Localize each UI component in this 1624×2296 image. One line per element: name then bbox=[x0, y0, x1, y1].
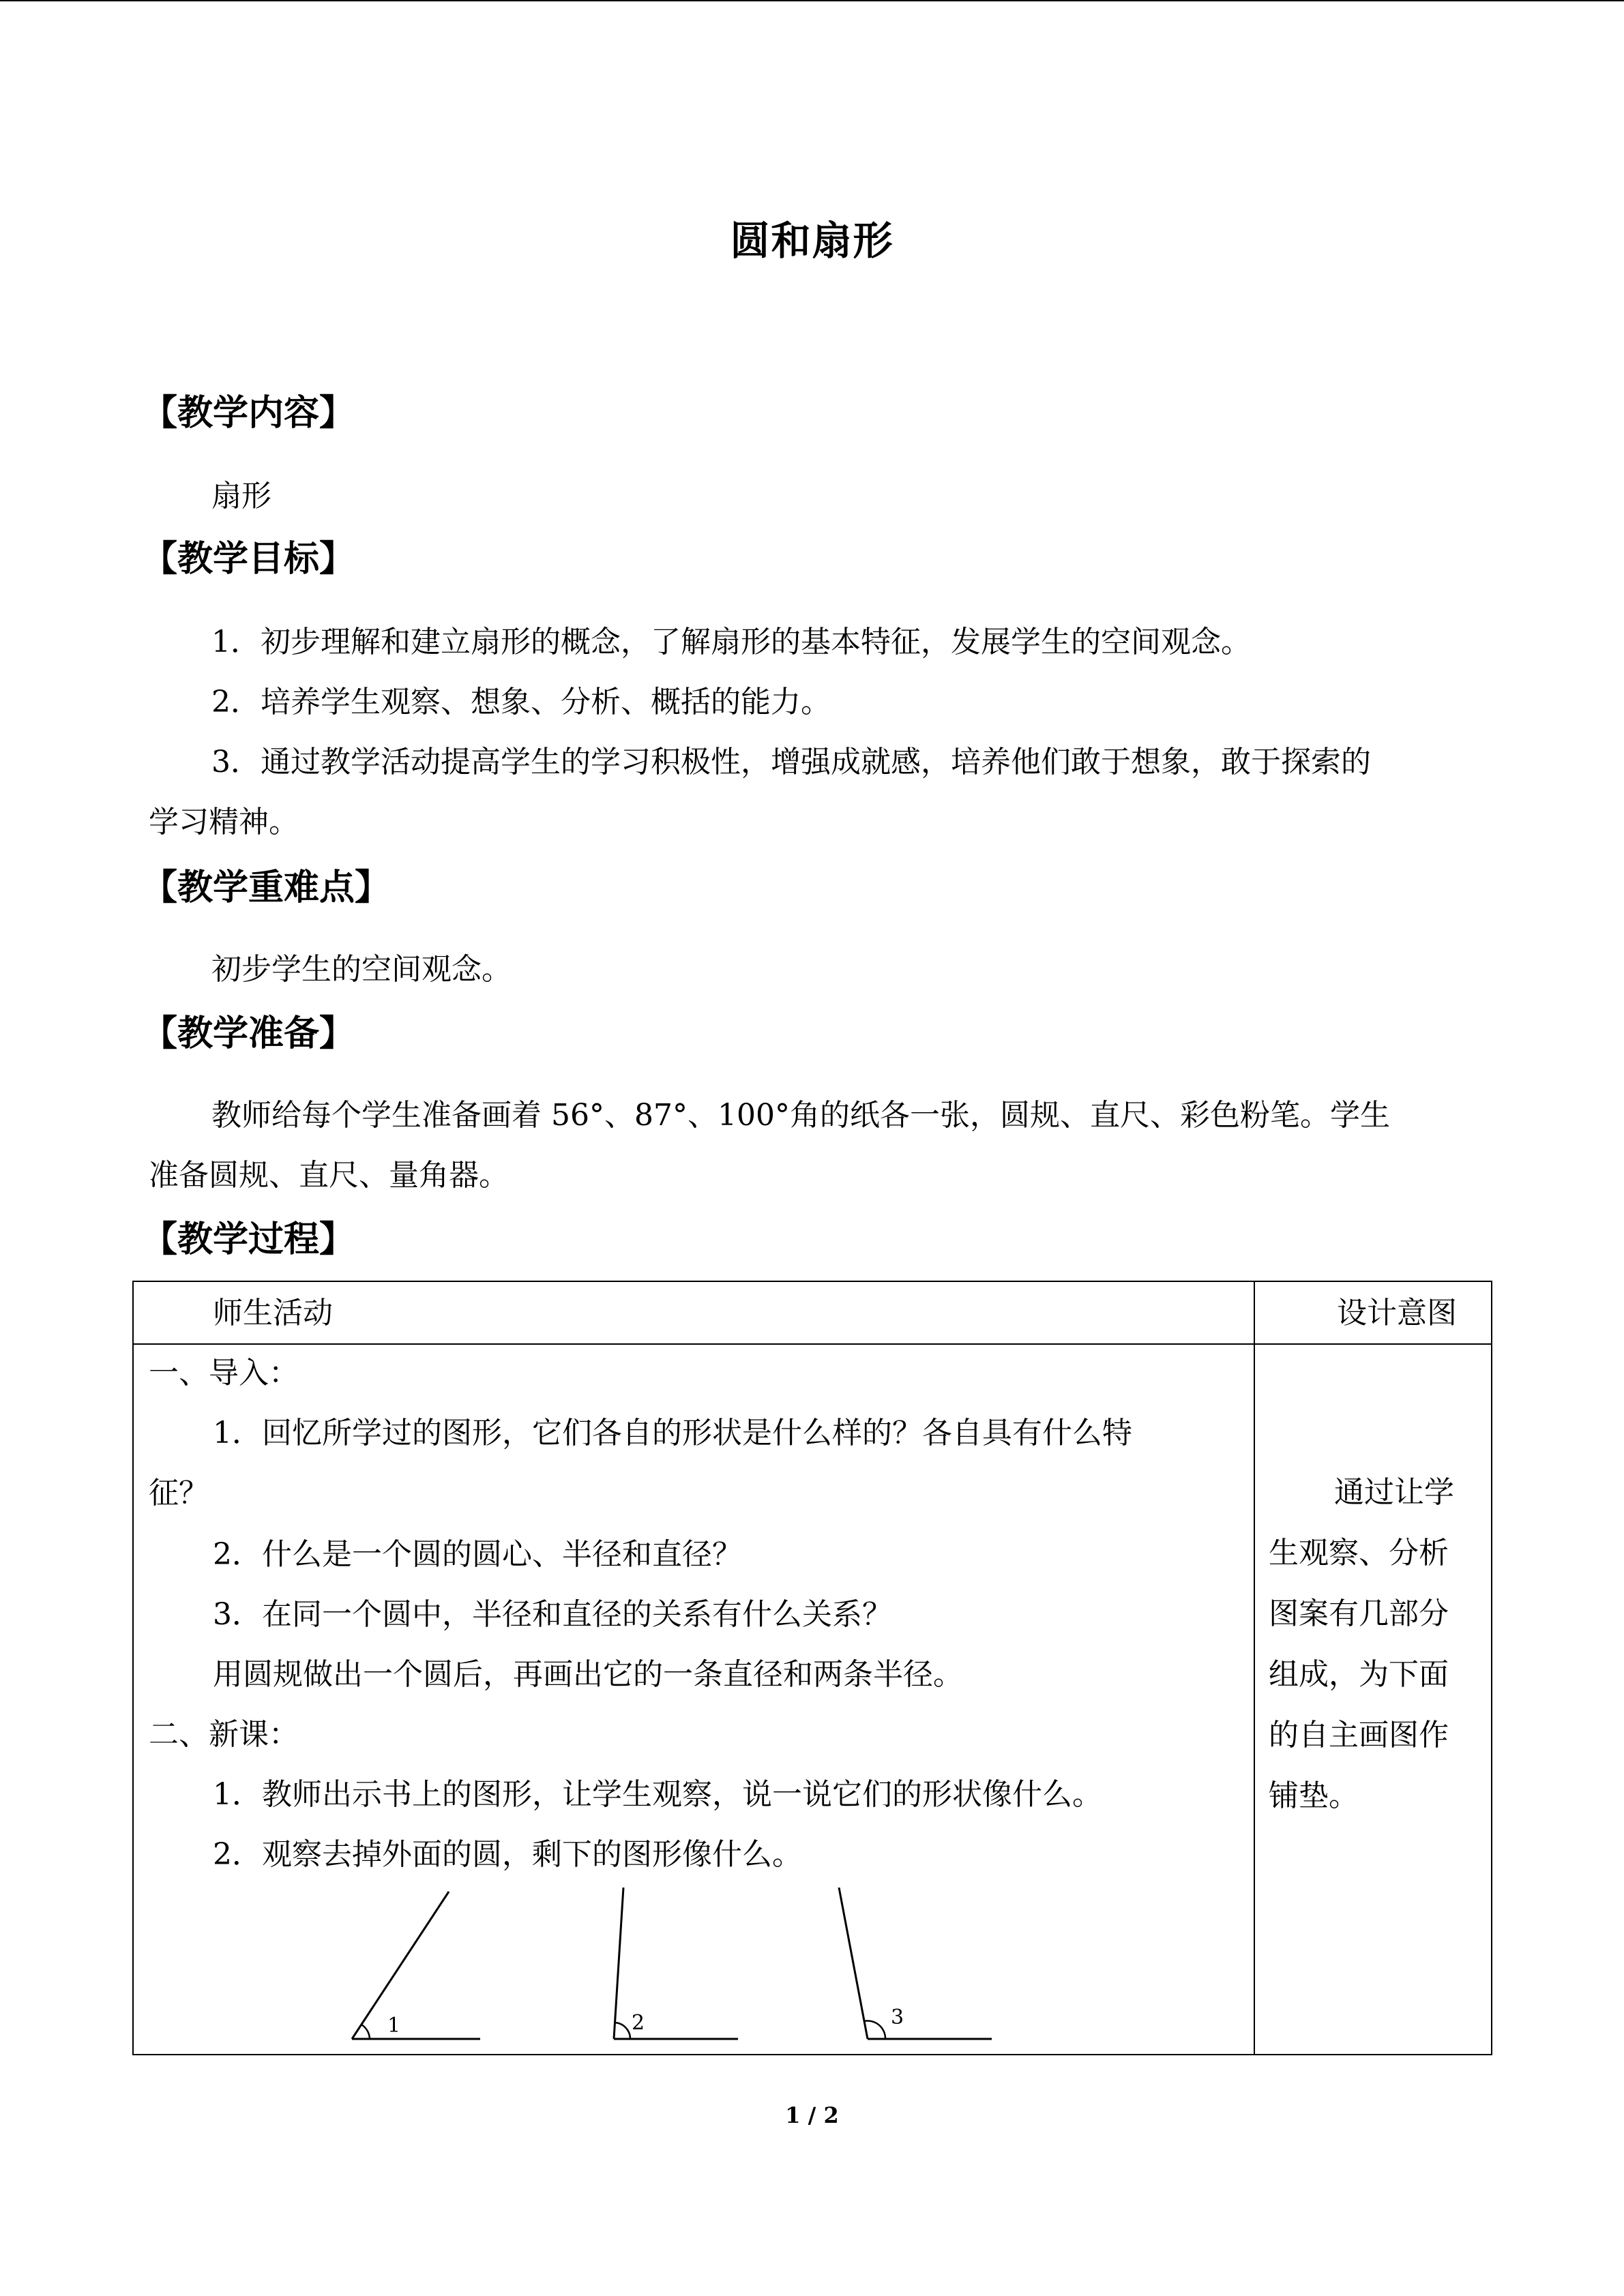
section-heading-objectives: 【教学目标】 bbox=[142, 539, 355, 580]
content-body: 扇形 bbox=[211, 479, 271, 513]
preparation-line-2: 准备圆规、直尺、量角器。 bbox=[149, 1158, 509, 1193]
objective-item-3-continued: 学习精神。 bbox=[149, 805, 299, 839]
angle-2-slanted-ray bbox=[614, 1888, 623, 2039]
table-column-divider bbox=[1254, 1282, 1255, 2054]
key-points-body: 初步学生的空间观念。 bbox=[211, 952, 512, 987]
page-number: 1 / 2 bbox=[785, 2102, 839, 2128]
design-line-5: 的自主画图作 bbox=[1269, 1718, 1449, 1753]
design-line-1: 通过让学 bbox=[1334, 1475, 1454, 1510]
activity-line-4: 用圆规做出一个圆后，再画出它的一条直径和两条半径。 bbox=[213, 1657, 963, 1692]
angle-3-diagram bbox=[839, 1888, 992, 2039]
process-table bbox=[132, 1281, 1492, 2055]
table-header-activity: 师生活动 bbox=[213, 1296, 333, 1330]
design-line-2: 生观察、分析 bbox=[1269, 1536, 1449, 1570]
angle-1-arc bbox=[361, 2025, 370, 2039]
design-intent-note bbox=[1269, 1462, 1473, 1826]
page-title: 圆和扇形 bbox=[730, 218, 894, 264]
page-top-border bbox=[0, 0, 1624, 1]
angle-1-diagram bbox=[352, 1892, 480, 2039]
design-line-4: 组成，为下面 bbox=[1269, 1657, 1449, 1692]
angles-figure bbox=[202, 1888, 1020, 2051]
objective-item-1: 1．初步理解和建立扇形的概念，了解扇形的基本特征，发展学生的空间观念。 bbox=[211, 625, 1251, 659]
table-header-divider bbox=[134, 1343, 1491, 1345]
design-line-6: 铺垫。 bbox=[1269, 1778, 1359, 1813]
activity-line-6: 2．观察去掉外面的圆，剩下的图形像什么。 bbox=[213, 1837, 802, 1872]
angle-2-arc bbox=[615, 2023, 630, 2039]
activity-line-2: 2．什么是一个圆的圆心、半径和直径？ bbox=[213, 1537, 742, 1572]
activity-line-1: 1．回忆所学过的图形，它们各自的形状是什么样的？各自具有什么特 bbox=[213, 1416, 1132, 1450]
objective-item-2: 2．培养学生观察、想象、分析、概括的能力。 bbox=[211, 685, 831, 719]
angle-2-label: 2 bbox=[632, 2011, 645, 2035]
angle-2-diagram bbox=[614, 1888, 738, 2039]
table-header-design: 设计意图 bbox=[1337, 1296, 1457, 1330]
section-heading-key-points: 【教学重难点】 bbox=[142, 867, 391, 908]
activity-line-new-lesson: 二、新课： bbox=[149, 1717, 299, 1752]
section-heading-preparation: 【教学准备】 bbox=[142, 1013, 355, 1054]
activity-line-intro: 一、导入： bbox=[149, 1356, 299, 1390]
objective-item-3: 3．通过教学活动提高学生的学习积极性，增强成就感，培养他们敢于想象，敢于探索的 bbox=[211, 745, 1371, 779]
preparation-line-1: 教师给每个学生准备画着 56°、87°、100°角的纸各一张，圆规、直尺、彩色粉笔。学生 bbox=[211, 1098, 1390, 1133]
section-heading-process: 【教学过程】 bbox=[142, 1219, 355, 1260]
angle-3-slanted-ray bbox=[839, 1888, 868, 2039]
design-line-3: 图案有几部分 bbox=[1269, 1596, 1449, 1631]
section-heading-content: 【教学内容】 bbox=[142, 393, 355, 434]
activity-line-5: 1．教师出示书上的图形，让学生观察，说一说它们的形状像什么。 bbox=[213, 1777, 1102, 1812]
angle-1-label: 1 bbox=[387, 2014, 401, 2038]
activity-line-3: 3．在同一个圆中，半径和直径的关系有什么关系？ bbox=[213, 1597, 892, 1632]
angle-3-label: 3 bbox=[891, 2006, 904, 2029]
activity-line-1-continued: 征？ bbox=[149, 1476, 209, 1510]
